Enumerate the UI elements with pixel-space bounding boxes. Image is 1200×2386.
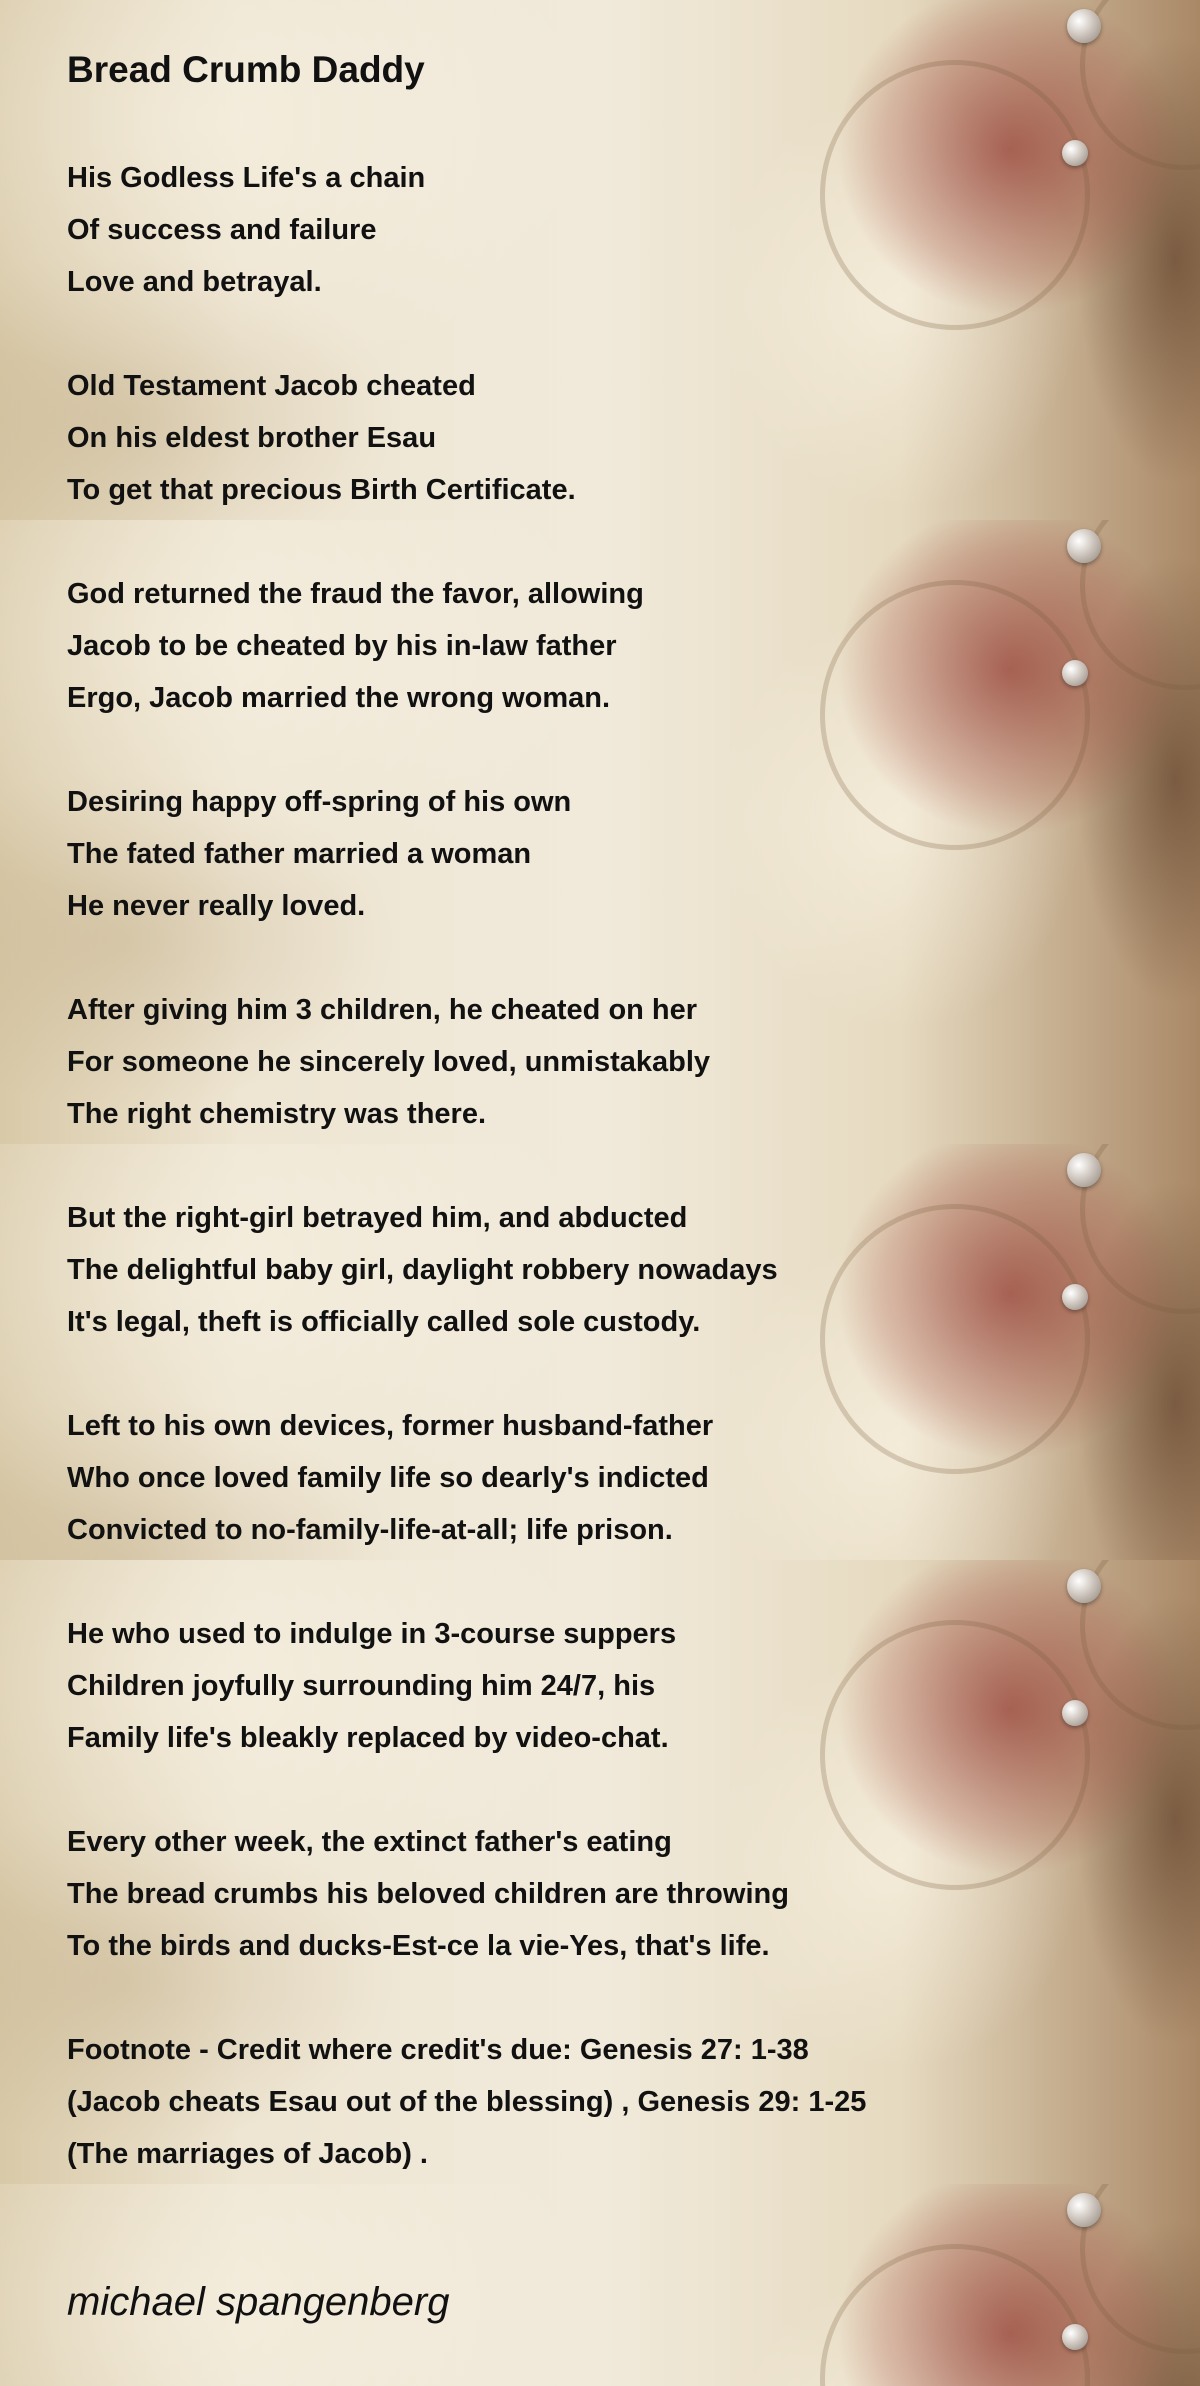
poem-line: (Jacob cheats Esau out of the blessing) , Genesis 29: 1-25	[67, 2086, 867, 2118]
poem-line: He never really loved.	[67, 890, 366, 922]
poem-body	[67, 152, 1067, 2180]
stanza-gap	[67, 1972, 1067, 2024]
poem-line: Left to his own devices, former husband-father	[67, 1410, 714, 1442]
poem-line: Jacob to be cheated by his in-law father	[67, 630, 617, 662]
poem-line: Desiring happy off-spring of his own	[67, 786, 572, 818]
poem-line: It's legal, theft is officially called sole custody.	[67, 1306, 701, 1338]
poem-line: Children joyfully surrounding him 24/7, his	[67, 1670, 656, 1702]
poem-line: His Godless Life's a chain	[67, 162, 426, 194]
poem-line: Who once loved family life so dearly's indicted	[67, 1462, 709, 1494]
stanza-gap	[67, 516, 1067, 568]
stanza-gap	[67, 1764, 1067, 1816]
poem-line: God returned the fraud the favor, allowing	[67, 578, 644, 610]
stanza	[67, 1192, 1067, 1348]
stanza	[67, 776, 1067, 932]
poem-line: Ergo, Jacob married the wrong woman.	[67, 682, 611, 714]
stanza	[67, 1400, 1067, 1556]
stanza-gap	[67, 1140, 1067, 1192]
poem-line: The fated father married a woman	[67, 838, 532, 870]
stanza	[67, 1608, 1067, 1764]
stanza	[67, 1816, 1067, 1972]
stanza	[67, 568, 1067, 724]
poem-line: Every other week, the extinct father's eating	[67, 1826, 672, 1858]
stanza	[67, 984, 1067, 1140]
poem-line: Old Testament Jacob cheated	[67, 370, 476, 402]
poem-line: He who used to indulge in 3-course suppers	[67, 1618, 677, 1650]
poem-line: To the birds and ducks-Est-ce la vie-Yes, that's life.	[67, 1930, 770, 1962]
poem-line: The right chemistry was there.	[67, 1098, 487, 1130]
poem-line: For someone he sincerely loved, unmistakably	[67, 1046, 711, 1078]
poem-line: But the right-girl betrayed him, and abducted	[67, 1202, 688, 1234]
poem-line: The delightful baby girl, daylight robbery nowadays	[67, 1254, 778, 1286]
poem-line: Family life's bleakly replaced by video-chat.	[67, 1722, 669, 1754]
stanza-gap	[67, 932, 1067, 984]
poem-title: Bread Crumb Daddy	[67, 49, 425, 90]
footnote	[67, 2024, 1067, 2180]
poem-line: Footnote - Credit where credit's due: Genesis 27: 1-38	[67, 2034, 809, 2066]
stanza-gap	[67, 1556, 1067, 1608]
poem-line: Love and betrayal.	[67, 266, 322, 298]
poem-line: On his eldest brother Esau	[67, 422, 437, 454]
poem-line: The bread crumbs his beloved children are throwing	[67, 1878, 789, 1910]
author-name: michael spangenberg	[67, 2280, 450, 2324]
stanza-gap	[67, 308, 1067, 360]
stanza-gap	[67, 1348, 1067, 1400]
poem-line: To get that precious Birth Certificate.	[67, 474, 576, 506]
poem-line: After giving him 3 children, he cheated on her	[67, 994, 698, 1026]
poem-line: Of success and failure	[67, 214, 377, 246]
stanza	[67, 360, 1067, 516]
poem-line: (The marriages of Jacob) .	[67, 2138, 428, 2170]
stanza	[67, 152, 1067, 308]
stanza-gap	[67, 724, 1067, 776]
poem-line: Convicted to no-family-life-at-all; life prison.	[67, 1514, 673, 1546]
